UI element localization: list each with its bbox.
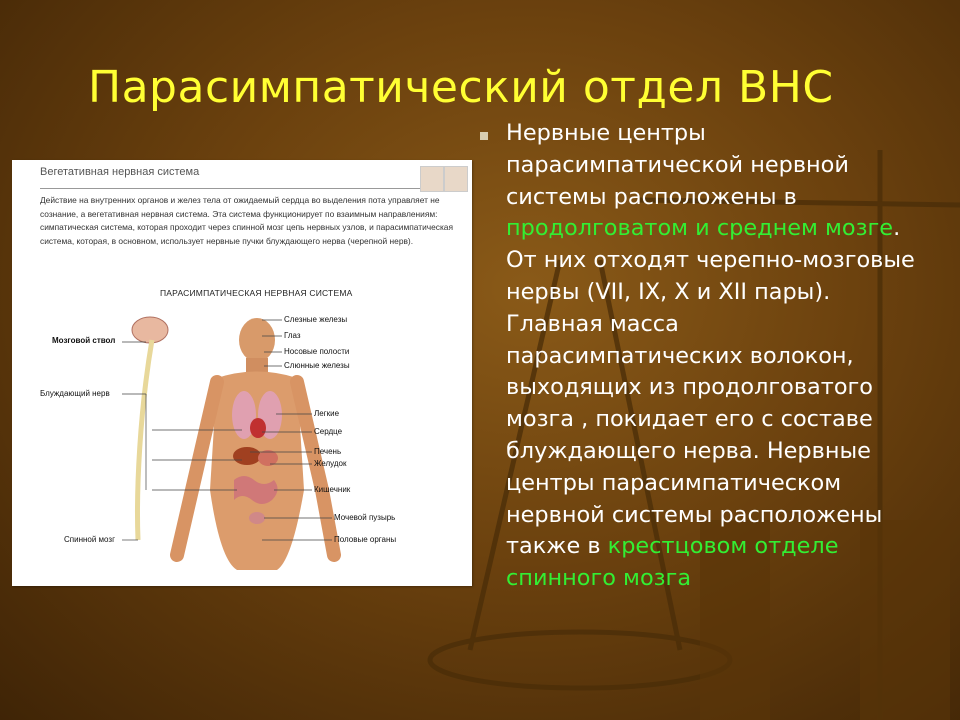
label-heart: Сердце — [314, 427, 343, 436]
label-nasal-cavities: Носовые полости — [284, 347, 350, 356]
bullet-item — [480, 118, 920, 595]
highlight-midbrain: продолговатом и среднем мозге — [506, 215, 894, 242]
label-lungs: Легкие — [314, 409, 340, 418]
bullet-square-icon — [480, 132, 488, 140]
label-intestine: Кишечник — [314, 485, 351, 494]
slide-title: Парасимпатический отдел ВНС — [88, 62, 834, 113]
anatomy-figure-panel — [12, 160, 472, 586]
figure-header-title: Вегетативная нервная система — [40, 166, 420, 189]
bullet-paragraph — [506, 118, 920, 595]
human-body-illustration — [12, 160, 472, 586]
label-stomach: Желудок — [314, 459, 347, 468]
bullet-text-block — [480, 118, 920, 595]
intro-line: Действие на внутренних органов и желез тела от ожидаемый сердца во выделения пота управляет не — [40, 195, 440, 205]
label-liver: Печень — [314, 447, 342, 456]
label-spinal-cord: Спинной мозг — [64, 535, 115, 544]
label-genitals: Половые органы — [334, 535, 397, 544]
label-bladder: Мочевой пузырь — [334, 513, 396, 522]
label-eye: Глаз — [284, 331, 301, 340]
intro-line: система, которая, в основном, использует нервные пучки блуждающего нерва (черепной нерв). — [40, 235, 414, 246]
paragraph-text-2: . От них отходят черепно-мозговые нервы (VII, IX, X и XII пары). Главная масса парасимпатических волокон, выходящих из продолговатого мозга , покидает его с составе блуждающего нерва. Нервные центры парасимпатическом нервной системы расположены также в — [506, 215, 915, 560]
label-lacrimal-glands: Слезные железы — [284, 315, 348, 324]
intro-line: сознание, а вегетативная нервная система. Эта система функционирует по взаимным направлениям: — [40, 208, 438, 219]
label-salivary-glands: Слюнные железы — [284, 361, 350, 370]
highlight-sacral: крестцовом отделе спинного мозга — [506, 533, 839, 592]
intro-line: симпатическая система, которая проходит через спинной мозг цепь нервных узлов, и парасимпатическая — [40, 222, 453, 232]
figure-caption: ПАРАСИМПАТИЧЕСКАЯ НЕРВНАЯ СИСТЕМА — [160, 288, 353, 298]
paragraph-text-1: Нервные центры парасимпатической нервной системы расположены в — [506, 120, 849, 210]
label-brainstem: Мозговой ствол — [52, 336, 116, 345]
label-vagus-nerve: Блуждающий нерв — [40, 389, 110, 398]
